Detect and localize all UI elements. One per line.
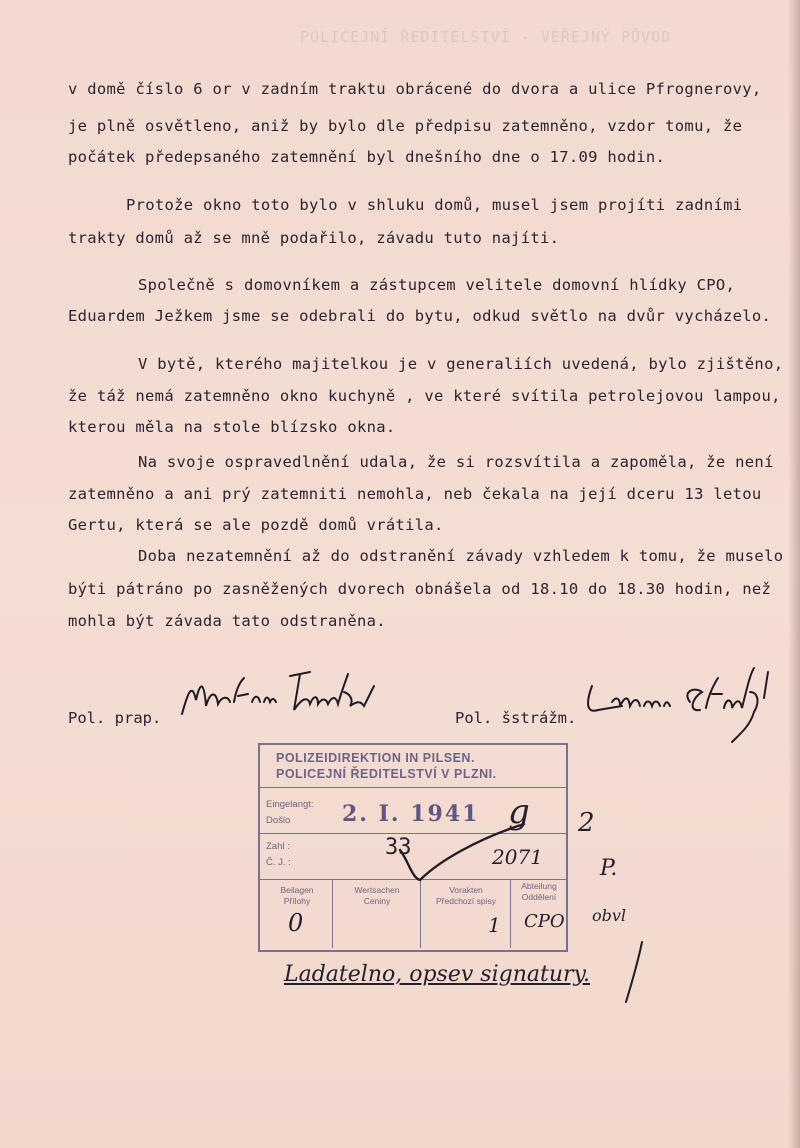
stamp-cell-attachments-label: Beilagen Přílohy — [280, 885, 314, 906]
text-line: mohla být závada tato odstraněna. — [68, 612, 386, 630]
stamp-cell-valuables-label: Wertsachen Ceniny — [354, 885, 400, 906]
right-handwritten-signature — [582, 662, 777, 752]
handwritten-mark-p: P. — [600, 856, 618, 881]
text-line: kterou měla na stole blízsko okna. — [68, 418, 396, 436]
handwritten-footer-note: Ladatelno, opsev signatury. — [284, 962, 591, 987]
text-line: počátek předepsaného zatemnění byl dnešního dne o 17.09 hodin. — [68, 148, 666, 166]
handwritten-mark-2: 2 — [578, 808, 595, 838]
text-line: Gertu, která se ale pozdě domů vrátila. — [68, 516, 444, 534]
stamp-cell-previous-files-label: Vorakten Předchozí spisy — [436, 885, 496, 906]
stamp-cj-label: Č. J. : — [266, 857, 291, 868]
text-line: Protože okno toto bylo v shluku domů, musel jsem projíti zadními — [126, 196, 743, 214]
stamp-header-czech: POLICEJNÍ ŘEDITELSTVÍ V PLZNI. — [276, 767, 497, 781]
divider — [332, 879, 333, 948]
handwritten-mark-obr: obvl — [592, 906, 627, 925]
stamp-reference-number: 2071 — [492, 845, 543, 869]
stamp-cell-attachments-value: 0 — [288, 909, 304, 937]
text-line: zatemněno a ani prý zatemniti nemohla, neb čekala na její dceru 13 letou — [68, 485, 762, 503]
stamp-doslo-label: Došlo — [266, 815, 291, 826]
paper-edge-shadow — [788, 0, 800, 1148]
text-line: trakty domů až se mně podařilo, závadu tuto najíti. — [68, 229, 560, 247]
text-line: Na svoje ospravedlnění udala, že si rozsvítila a zapoměla, že není — [138, 453, 774, 471]
right-signature-label: Pol. šstrážm. — [455, 709, 577, 727]
footer-stroke — [612, 938, 652, 1008]
handwritten-mark-g: g — [508, 792, 530, 832]
text-line: že táž nemá zatemněno okno kuchyně , ve které svítila petrolejovou lampou, — [68, 387, 781, 405]
left-signature-label: Pol. prap. — [68, 709, 162, 727]
stamp-zahl-label: Zahl : — [266, 841, 290, 852]
stamp-cell-department-label: Abteilung Oddělení — [521, 881, 557, 902]
text-line: Společně s domovníkem a zástupcem velitele domovní hlídky CPO, — [138, 276, 736, 294]
left-handwritten-signature — [178, 662, 398, 732]
text-line: býti pátráno po zasněžených dvorech obnášela od 18.10 do 18.30 hodin, než — [68, 580, 772, 598]
text-line: Doba nezatemnění až do odstranění závady vzhledem k tomu, že muselo — [138, 547, 784, 565]
divider — [260, 787, 566, 788]
text-line: V bytě, kterého majitelkou je v generaliích uvedená, bylo zjištěno, — [138, 355, 784, 373]
stamp-header-german: POLIZEIDIREKTION IN PILSEN. — [276, 751, 475, 765]
text-line: Eduardem Ježkem jsme se odebrali do bytu, odkud světlo na dvůr vycházelo. — [68, 307, 772, 325]
stamp-number: 33 — [385, 835, 412, 860]
stamp-received-date: 2. I. 1941 — [342, 801, 480, 827]
stamp-eingelangt-label: Eingelangt: — [266, 799, 314, 810]
stamp-cell-department-value: CPO — [524, 911, 565, 932]
text-line: v domě číslo 6 or v zadním traktu obrácené do dvora a ulice Pfrognerovy, — [68, 80, 762, 98]
text-line: je plně osvětleno, aniž by bylo dle předpisu zatemněno, vzdor tomu, že — [68, 117, 743, 135]
bleed-through-header: POLICEJNÍ ŘEDITELSTVÍ - VEŘEJNÝ PŮVOD — [300, 28, 672, 46]
stamp-cell-previous-files-value: 1 — [488, 913, 501, 937]
